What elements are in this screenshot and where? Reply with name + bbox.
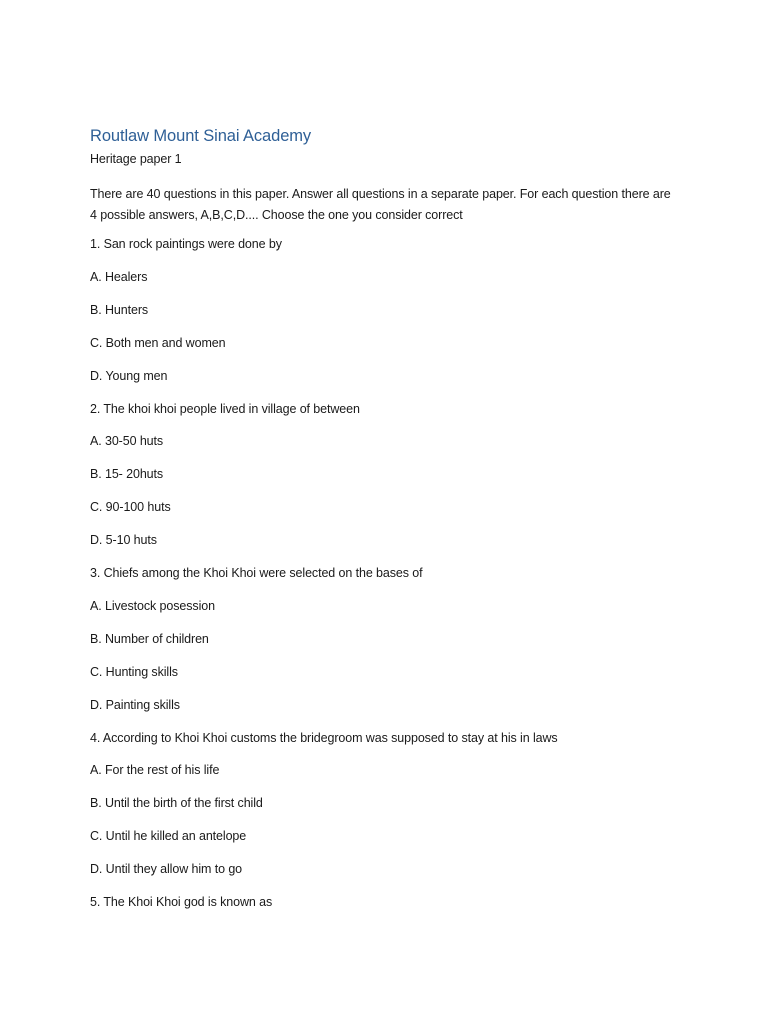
question-2: 2. The khoi khoi people lived in village of between bbox=[90, 402, 360, 416]
question-2-option-c: C. 90-100 huts bbox=[90, 500, 171, 514]
question-2-option-b: B. 15- 20huts bbox=[90, 467, 164, 481]
school-title: Routlaw Mount Sinai Academy bbox=[90, 127, 312, 145]
question-2-option-d: D. 5-10 huts bbox=[90, 533, 157, 547]
question-3-option-a: A. Livestock posession bbox=[90, 599, 215, 613]
question-3-option-b: B. Number of children bbox=[90, 632, 209, 646]
paper-subtitle: Heritage paper 1 bbox=[90, 152, 182, 166]
question-4-option-a: A. For the rest of his life bbox=[90, 763, 220, 777]
question-1-option-c: C. Both men and women bbox=[90, 336, 226, 350]
question-5: 5. The Khoi Khoi god is known as bbox=[90, 895, 273, 909]
question-4-option-d: D. Until they allow him to go bbox=[90, 862, 243, 876]
question-4-option-c: C. Until he killed an antelope bbox=[90, 829, 247, 843]
question-1-option-b: B. Hunters bbox=[90, 303, 149, 317]
question-4: 4. According to Khoi Khoi customs the bridegroom was supposed to stay at his in laws bbox=[90, 731, 558, 745]
question-3-option-d: D. Painting skills bbox=[90, 698, 180, 712]
question-3: 3. Chiefs among the Khoi Khoi were selected on the bases of bbox=[90, 566, 423, 580]
question-3-option-c: C. Hunting skills bbox=[90, 665, 178, 679]
question-1: 1. San rock paintings were done by bbox=[90, 237, 282, 251]
question-1-option-a: A. Healers bbox=[90, 270, 148, 284]
instructions-paragraph: There are 40 questions in this paper. Answer all questions in a separate paper. For each question there are 4 possible answers, A,B,C,D.... Choose the one you consider correct bbox=[90, 187, 671, 222]
question-1-option-d: D. Young men bbox=[90, 369, 168, 383]
question-2-option-a: A. 30-50 huts bbox=[90, 434, 164, 448]
question-4-option-b: B. Until the birth of the first child bbox=[90, 796, 263, 810]
